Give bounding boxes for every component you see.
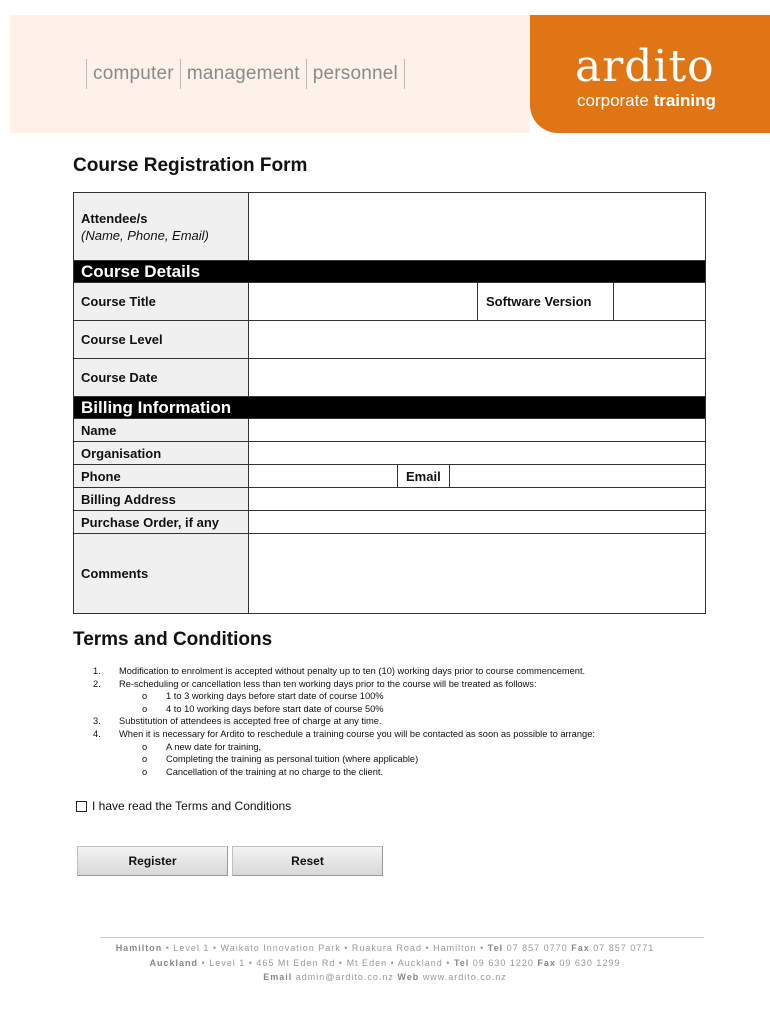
- course-level-row: [74, 321, 705, 359]
- tagline: [80, 59, 411, 89]
- footer-fax: 09 630 1299: [559, 958, 621, 968]
- course-level-field[interactable]: [249, 321, 705, 358]
- attendee-sub-label: (Name, Phone, Email): [81, 227, 209, 243]
- tagline-computer: computer: [93, 63, 174, 84]
- footer-fax-label: Fax: [537, 958, 556, 968]
- term-text: Completing the training as personal tuition (where applicable): [166, 754, 419, 765]
- attendee-label-cell: [74, 193, 249, 260]
- tagline-personnel: personnel: [312, 63, 398, 84]
- billing-information-header: Billing Information: [74, 397, 705, 419]
- course-date-label: Course Date: [74, 359, 249, 396]
- course-title-label: Course Title: [74, 283, 249, 320]
- tagline-divider: [86, 59, 87, 89]
- footer-contact: [60, 972, 710, 982]
- email-label: Email: [397, 465, 450, 487]
- comments-label: Comments: [74, 534, 249, 613]
- tagline-management: management: [186, 63, 300, 84]
- term-bullet: o: [142, 754, 148, 765]
- purchase-order-label: Purchase Order, if any: [74, 511, 249, 533]
- terms-title: Terms and Conditions: [73, 629, 273, 650]
- term-text: Modification to enrolment is accepted without penalty up to ten (10) working days prior to course commencement.: [119, 666, 586, 676]
- term-number: 1.: [93, 666, 101, 676]
- course-date-row: [74, 359, 705, 397]
- term-number: 3.: [93, 716, 101, 727]
- footer-auckland: [60, 958, 710, 968]
- course-details-header: Course Details: [74, 261, 705, 283]
- term-number: 2.: [93, 678, 101, 689]
- term-bullet: o: [142, 703, 148, 714]
- logo-sub-light: corporate: [577, 91, 649, 110]
- footer-tel: 07 857 0770: [506, 943, 568, 953]
- footer-email: admin@ardito.co.nz: [295, 972, 394, 982]
- register-button[interactable]: Register: [77, 846, 228, 876]
- purchase-order-row: [74, 511, 705, 534]
- attendee-row: [74, 193, 705, 261]
- term-bullet: o: [142, 691, 148, 702]
- term-text: When it is necessary for Ardito to reschedule a training course you will be contacted as soon as possible to arrange:: [119, 728, 595, 739]
- registration-form: [73, 192, 706, 614]
- term-text: Substitution of attendees is accepted free of charge at any time.: [119, 716, 382, 727]
- comments-field[interactable]: [249, 534, 705, 613]
- footer-tel-label: Tel: [453, 958, 470, 968]
- terms-checkbox[interactable]: [76, 801, 87, 812]
- ardito-logo: ardito: [575, 41, 715, 92]
- term-text: Cancellation of the training at no charge to the client.: [166, 766, 384, 777]
- tagline-divider: [180, 59, 181, 89]
- course-date-field[interactable]: [249, 359, 705, 396]
- footer-tel-label: Tel: [487, 943, 504, 953]
- term-text: Re-scheduling or cancellation less than ten working days prior to the course will be treated as follows:: [119, 678, 537, 689]
- footer-tel: 09 630 1220: [472, 958, 534, 968]
- phone-email-row: [74, 465, 705, 488]
- billing-address-row: [74, 488, 705, 511]
- footer-city: Hamilton: [115, 943, 163, 953]
- billing-address-field[interactable]: [249, 488, 705, 510]
- name-field[interactable]: [249, 419, 705, 441]
- footer-web-label: Web: [397, 972, 420, 982]
- billing-address-label: Billing Address: [74, 488, 249, 510]
- comments-row: [74, 534, 705, 613]
- course-title-row: [74, 283, 705, 321]
- attendee-label: Attendee/s: [81, 210, 148, 226]
- term-text: 4 to 10 working days before start date of course 50%: [166, 703, 384, 714]
- phone-field[interactable]: [249, 465, 397, 487]
- footer-city: Auckland: [149, 958, 199, 968]
- organisation-row: [74, 442, 705, 465]
- attendee-field[interactable]: [249, 193, 705, 260]
- footer-web: www.ardito.co.nz: [422, 972, 507, 982]
- phone-label: Phone: [74, 465, 249, 487]
- course-level-label: Course Level: [74, 321, 249, 358]
- page-header: [10, 15, 770, 133]
- term-text: A new date for training,: [166, 741, 262, 752]
- name-label: Name: [74, 419, 249, 441]
- name-row: [74, 419, 705, 442]
- organisation-label: Organisation: [74, 442, 249, 464]
- terms-agreement[interactable]: [76, 799, 291, 813]
- term-text: 1 to 3 working days before start date of course 100%: [166, 691, 384, 702]
- purchase-order-field[interactable]: [249, 511, 705, 533]
- logo-sub-bold: training: [653, 91, 716, 110]
- course-title-field[interactable]: [249, 283, 477, 320]
- reset-button[interactable]: Reset: [232, 846, 383, 876]
- footer-divider: [100, 937, 704, 938]
- software-version-field[interactable]: [614, 283, 705, 320]
- terms-agreement-label: I have read the Terms and Conditions: [92, 799, 292, 813]
- email-field[interactable]: [450, 465, 705, 487]
- organisation-field[interactable]: [249, 442, 705, 464]
- footer-fax-label: Fax: [571, 943, 590, 953]
- tagline-divider: [306, 59, 307, 89]
- term-bullet: o: [142, 741, 148, 752]
- footer-address: • Level 1 • Waikato Innovation Park • Ruakura Road • Hamilton •: [165, 943, 485, 953]
- footer-hamilton: [60, 943, 710, 953]
- form-title: Course Registration Form: [73, 155, 308, 176]
- footer-fax: 07 857 0771: [593, 943, 655, 953]
- tagline-divider: [404, 59, 405, 89]
- term-bullet: o: [142, 766, 148, 777]
- software-version-label: Software Version: [477, 283, 614, 320]
- term-number: 4.: [93, 728, 101, 739]
- footer-email-label: Email: [263, 972, 293, 982]
- footer-address: • Level 1 • 465 Mt Eden Rd • Mt Eden • Auckland •: [201, 958, 451, 968]
- logo-subtitle: [577, 91, 716, 111]
